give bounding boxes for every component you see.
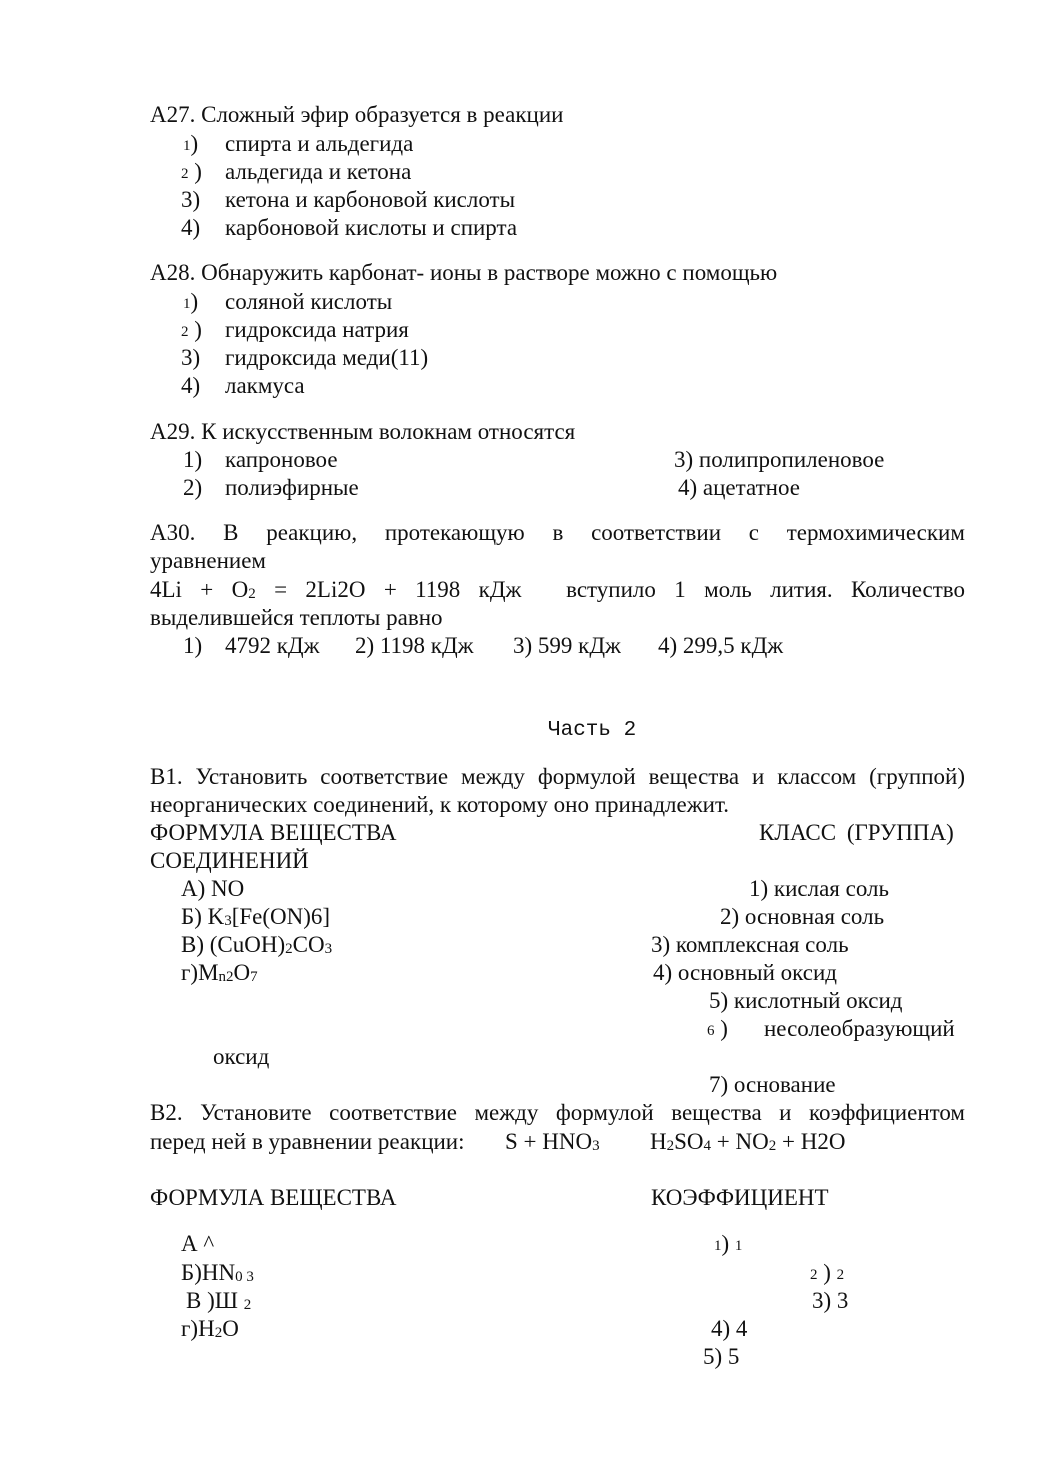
option-number: 4) — [181, 373, 201, 398]
answer-1: 4792 кДж — [225, 633, 320, 658]
option-text: карбоновой кислоты и спирта — [225, 215, 518, 240]
b2-coef-3: 3) 3 — [812, 1288, 849, 1313]
answer-4: 4) 299,5 кДж — [658, 633, 784, 658]
option-number: 1) — [183, 289, 199, 314]
b2-coef-4: 4) 4 — [711, 1316, 748, 1341]
answer-2: 2) 1198 кДж — [355, 633, 474, 658]
option-number: 1) — [183, 131, 199, 156]
b1-class-2: 2) основная соль — [720, 904, 885, 929]
option-text: капроновое — [225, 447, 338, 472]
b1-class-6-num: 6 ) — [707, 1016, 728, 1041]
b1-formula-b: Б) $K_3[Fe(ON)6]$ — [181, 904, 331, 929]
answer-1-num: 1) — [183, 633, 203, 658]
option-text: спирта и альдегида — [225, 131, 414, 156]
option-number: 2 ) — [181, 159, 202, 184]
b1-class-6: несолеобразующий — [764, 1016, 955, 1041]
option-text: гидроксида меди(11) — [225, 345, 429, 370]
thermochemical-equation-line: 4Li + $O_2$ = 2Li2O + 1198 кДж вступило 1 моль лития. Количество — [150, 577, 965, 602]
b2-coef-2: 2 ) 2 — [810, 1260, 845, 1285]
option-text: 3) полипропиленовое — [674, 447, 885, 472]
option-text: 4) ацетатное — [678, 475, 800, 500]
b1-class-7: 7) основание — [709, 1072, 836, 1097]
question-a27: А27. Сложный эфир образуется в реакции — [150, 102, 564, 127]
option-number: 1) — [183, 447, 203, 472]
option-number: 4) — [181, 215, 201, 240]
b2-header-coefficient: КОЭФФИЦИЕНТ — [651, 1185, 829, 1210]
b1-formula-d: $г)M_{n2}O_7$ — [181, 960, 258, 985]
b2-coef-5: 5) 5 — [703, 1344, 740, 1369]
b1-class-3: 3) комплексная соль — [651, 932, 849, 957]
option-number: 3) — [181, 345, 201, 370]
b1-formula-c: В) $(CuOH)_2CO_3$ — [181, 932, 333, 957]
b2-formula-d: $г)H_2O$ — [181, 1316, 239, 1341]
b2-formula-b: $Б)HN_{0 3}$ — [181, 1260, 254, 1285]
option-text: соляной кислоты — [225, 289, 393, 314]
b1-class-5: 5) кислотный оксид — [709, 988, 903, 1013]
option-number: 2 ) — [181, 317, 202, 342]
b1-formula-a: А) NO — [181, 876, 245, 901]
b1-class-4: 4) основный оксид — [653, 960, 837, 985]
question-a30-line4: выделившейся теплоты равно — [150, 605, 443, 630]
b2-formula-a: А ^ — [181, 1231, 215, 1256]
option-text: полиэфирные — [225, 475, 359, 500]
part-heading: Часть 2 — [548, 719, 637, 742]
question-b2-line2: перед ней в уравнении реакции: — [150, 1129, 465, 1154]
option-text: кетона и карбоновой кислоты — [225, 187, 516, 212]
b2-coef-1: 1) 1 — [714, 1231, 743, 1256]
option-number: 3) — [181, 187, 201, 212]
b2-header-formula: ФОРМУЛА ВЕЩЕСТВА — [150, 1185, 397, 1210]
question-a28: А28. Обнаружить карбонат- ионы в растворе можно с помощью — [150, 260, 778, 285]
option-text: гидроксида натрия — [225, 317, 409, 342]
option-number: 2) — [183, 475, 203, 500]
question-a30-line1: А30. В реакцию, протекающую в соответствии с термохимическим — [150, 520, 965, 545]
question-b1-line2: неорганических соединений, к которому оно принадлежит. — [150, 792, 730, 817]
b1-header-formula: ФОРМУЛА ВЕЩЕСТВА — [150, 820, 397, 845]
b1-class-6-cont: оксид — [213, 1044, 270, 1069]
b1-header-class-cont: СОЕДИНЕНИЙ — [150, 848, 309, 873]
question-b1-line1: В1. Установить соответствие между формулой вещества и классом (группой) — [150, 764, 965, 789]
question-b2-line1: В2. Установите соответствие между формулой вещества и коэффициентом — [150, 1100, 965, 1125]
b2-equation-right: $H_2SO_4 + NO_2 + H2O$ — [650, 1129, 846, 1154]
b2-formula-c: В )Ш $_2$ — [186, 1288, 252, 1313]
b1-header-class: КЛАСС (ГРУППА) — [759, 820, 954, 845]
question-a30-line2: уравнением — [150, 548, 266, 573]
answer-3: 3) 599 кДж — [513, 633, 621, 658]
option-text: лакмуса — [225, 373, 305, 398]
b1-class-1: 1) кислая соль — [749, 876, 889, 901]
question-a29: А29. К искусственным волокнам относятся — [150, 419, 576, 444]
option-text: альдегида и кетона — [225, 159, 412, 184]
b2-equation-left: $S + HNO_3$ — [505, 1129, 600, 1154]
